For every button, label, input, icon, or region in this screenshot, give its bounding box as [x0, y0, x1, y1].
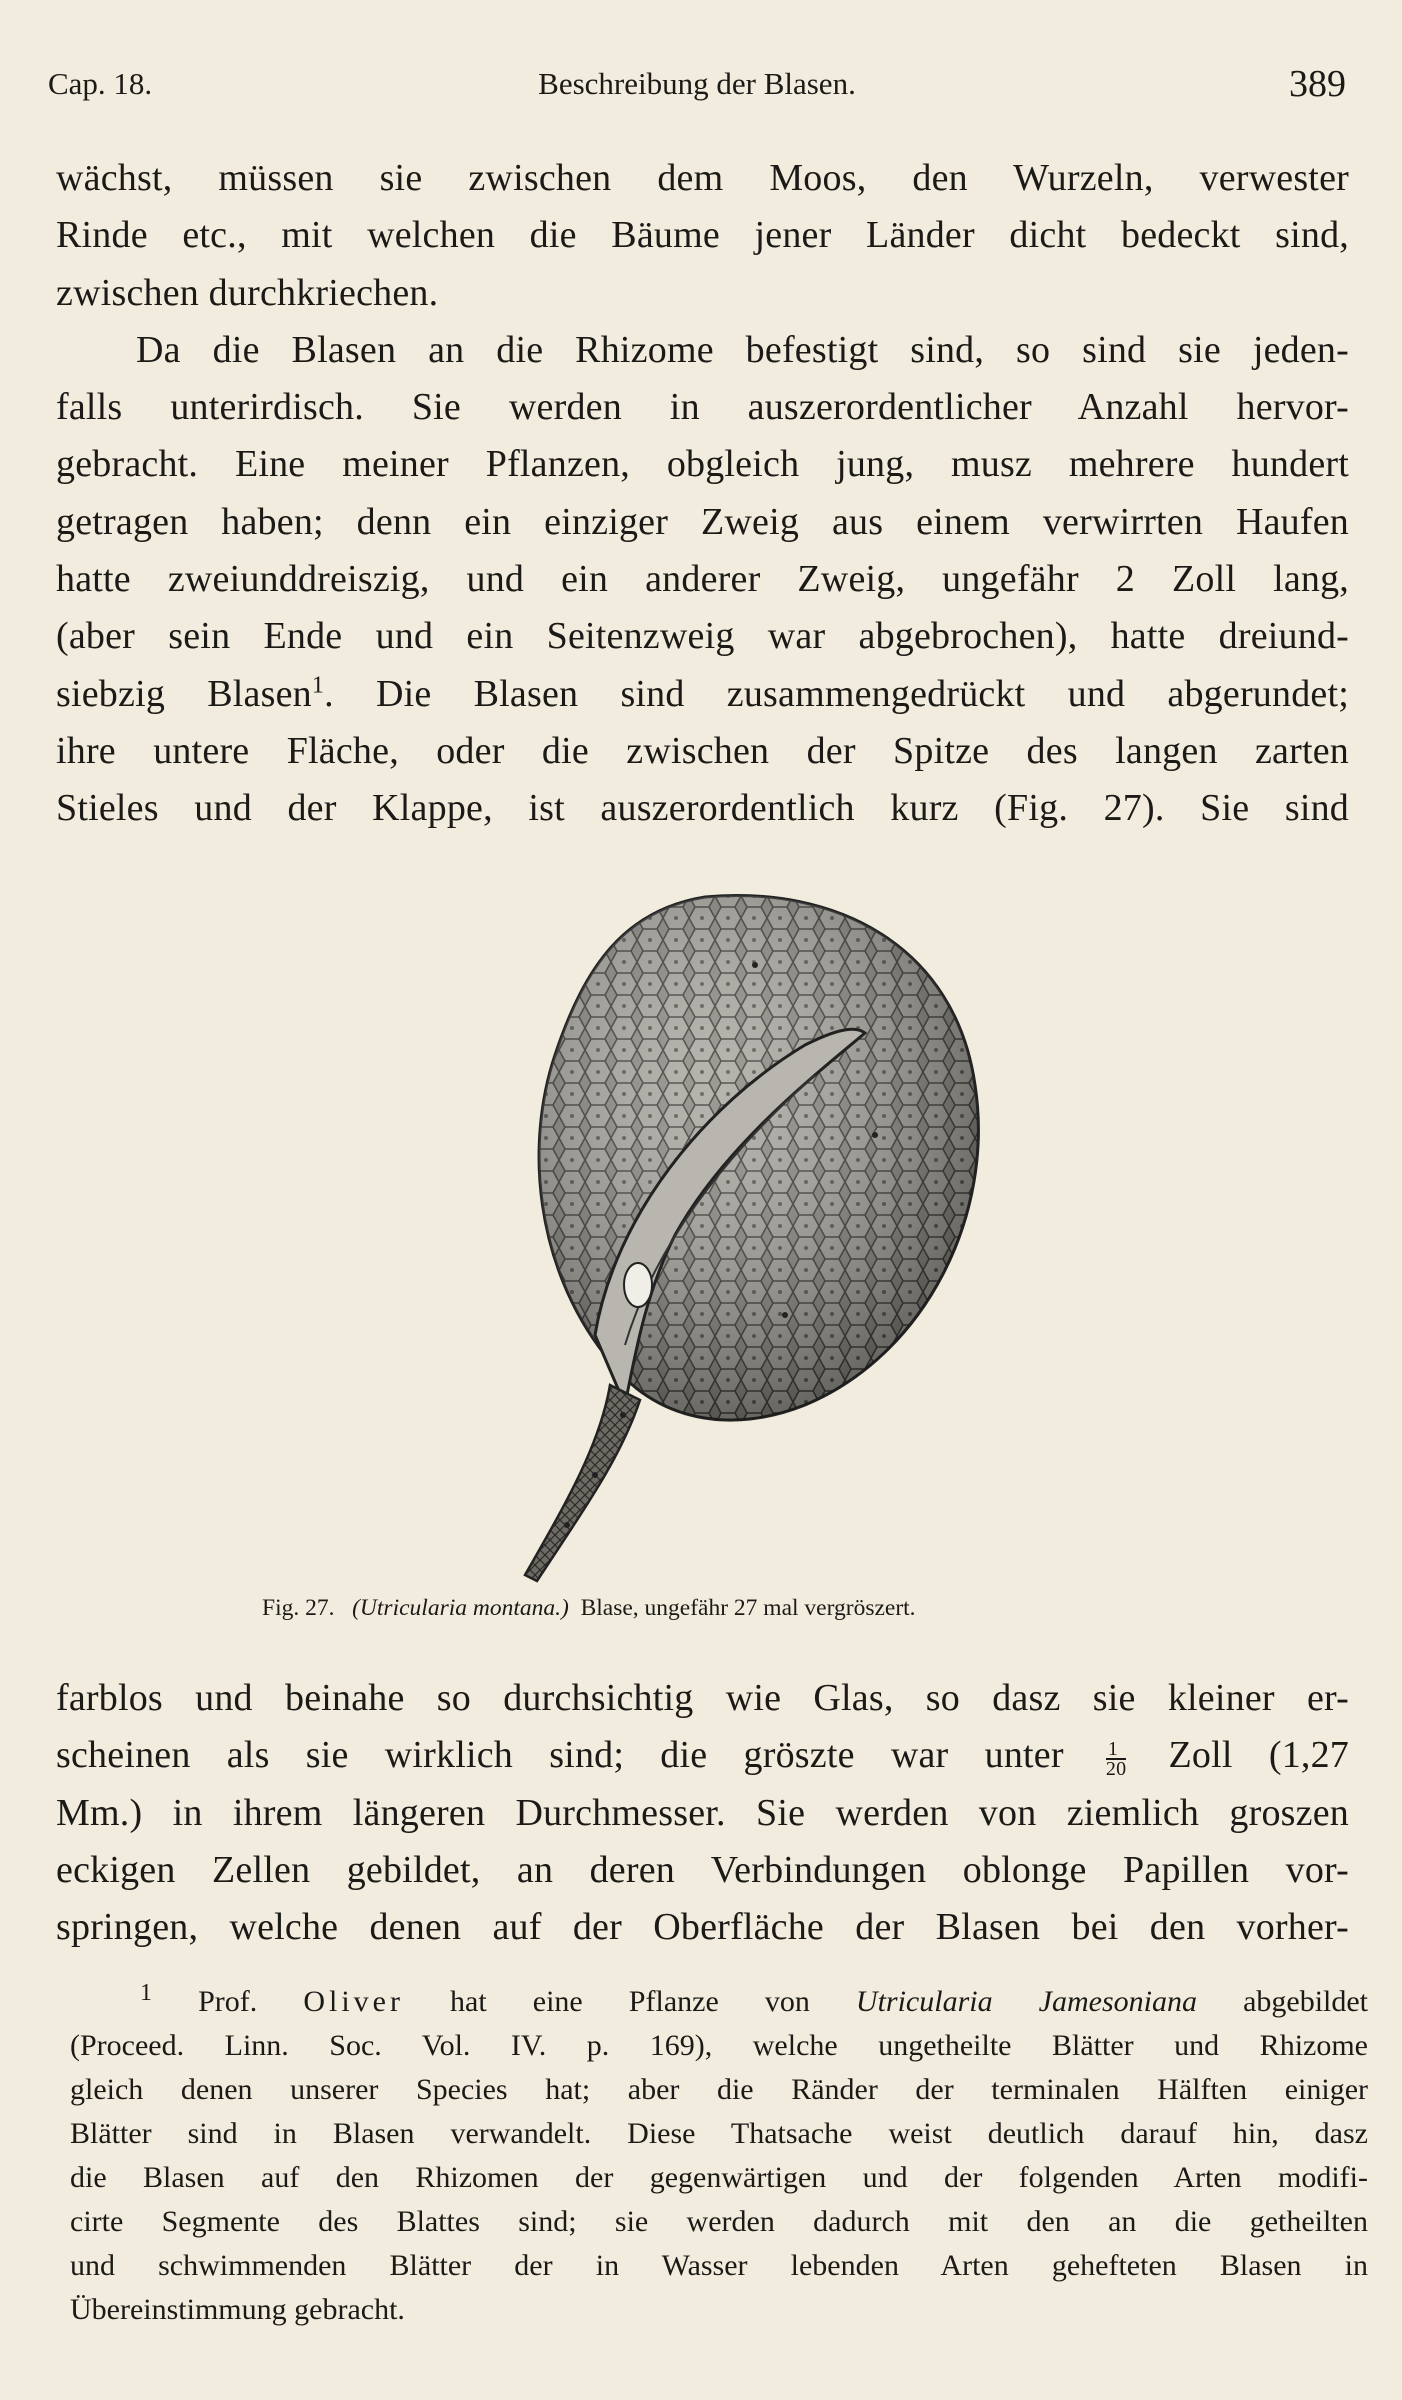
text-fragment: abgebildet: [1243, 1985, 1369, 2018]
footnote-line: gleich denen unserer Species hat; aber die Ränder der terminalen Hälften einiger: [70, 2073, 1368, 2106]
footnote-line: Übereinstimmung gebracht.: [70, 2293, 405, 2326]
footnote-line: die Blasen auf den Rhizomen der gegenwärtigen und der folgenden Arten modifi-: [70, 2161, 1368, 2194]
running-head: [48, 62, 1346, 112]
footnote: [70, 1980, 1368, 2332]
text-line: Stieles und der Klappe, ist auszerordentlich kurz (Fig. 27). Sie sind: [56, 787, 1349, 830]
chapter-label: Cap. 18.: [48, 66, 153, 101]
text-fragment: Prof.: [198, 1985, 258, 2018]
figure-label: Fig. 27.: [262, 1595, 335, 1621]
text-line: Mm.) in ihrem längeren Durchmesser. Sie werden von ziemlich groszen: [56, 1791, 1349, 1834]
text-fragment: hat eine Pflanze von: [450, 1985, 810, 2018]
text-fragment: siebzig Blasen: [56, 672, 312, 715]
text-line: [56, 1727, 1349, 1784]
bladder-illustration: [455, 885, 995, 1585]
text-line: wächst, müssen sie zwischen dem Moos, den Wurzeln, verwester: [56, 157, 1349, 199]
text-block-top: [56, 150, 1349, 838]
text-line: [56, 666, 1349, 723]
text-line: Da die Blasen an die Rhizome befestigt sind, so sind sie jeden-: [136, 328, 1349, 371]
text-line: (aber sein Ende und ein Seitenzweig war abgebrochen), hatte dreiund-: [56, 615, 1349, 658]
page-number: 389: [1289, 63, 1346, 105]
text-line: getragen haben; denn ein einziger Zweig aus einem verwirrten Haufen: [56, 500, 1349, 543]
footnote-line: und schwimmenden Blätter der in Wasser lebenden Arten gehefteten Blasen in: [70, 2249, 1368, 2282]
fraction-denominator: 20: [1105, 1757, 1127, 1780]
footnote-mark: 1: [140, 1980, 152, 2006]
footnote-reference: 1: [311, 672, 325, 699]
text-line: eckigen Zellen gebildet, an deren Verbindungen oblonge Papillen vor-: [56, 1848, 1349, 1891]
fraction: [1105, 1737, 1127, 1780]
footnote-line: (Proceed. Linn. Soc. Vol. IV. p. 169), welche ungetheilte Blätter und Rhizome: [70, 2029, 1368, 2062]
footnote-line: cirte Segmente des Blattes sind; sie werden dadurch mit den an die getheilten: [70, 2205, 1368, 2238]
text-block-bottom: [56, 1670, 1349, 1956]
text-line: ihre untere Fläche, oder die zwischen der Spitze des langen zarten: [56, 729, 1349, 772]
text-line: falls unterirdisch. Sie werden in auszerordentlicher Anzahl hervor-: [56, 386, 1349, 429]
text-line: hatte zweiunddreiszig, und ein anderer Zweig, ungefähr 2 Zoll lang,: [56, 558, 1349, 601]
footnote-line: Blätter sind in Blasen verwandelt. Diese Thatsache weist deutlich darauf hin, dasz: [70, 2117, 1368, 2150]
text-line: Rinde etc., mit welchen die Bäume jener Länder dicht bedeckt sind,: [56, 214, 1349, 257]
page-title: Beschreibung der Blasen.: [538, 66, 856, 101]
figure-caption: [262, 1595, 916, 1622]
figure-description: Blase, ungefähr 27 mal vergröszert.: [580, 1595, 916, 1621]
text-line: farblos und beinahe so durchsichtig wie Glas, so dasz sie kleiner er-: [56, 1677, 1349, 1719]
text-fragment: . Die Blasen sind zusammengedrückt und abgerundet;: [324, 672, 1349, 715]
fraction-numerator: 1: [1106, 1740, 1126, 1760]
text-line: gebracht. Eine meiner Pflanzen, obgleich jung, musz mehrere hundert: [56, 443, 1349, 486]
species-name: Utricularia Jamesoniana: [855, 1985, 1197, 2018]
author-name: Oliver: [303, 1985, 404, 2018]
text-fragment: Zoll (1,27: [1168, 1734, 1349, 1777]
text-line: springen, welche denen auf der Oberfläche der Blasen bei den vorher-: [56, 1906, 1349, 1949]
text-fragment: scheinen als sie wirklich sind; die gröszte war unter: [56, 1734, 1064, 1777]
footnote-line: [70, 1980, 1368, 2024]
figure-species: (Utricularia montana.): [352, 1595, 569, 1621]
text-line: zwischen durchkriechen.: [56, 271, 439, 314]
